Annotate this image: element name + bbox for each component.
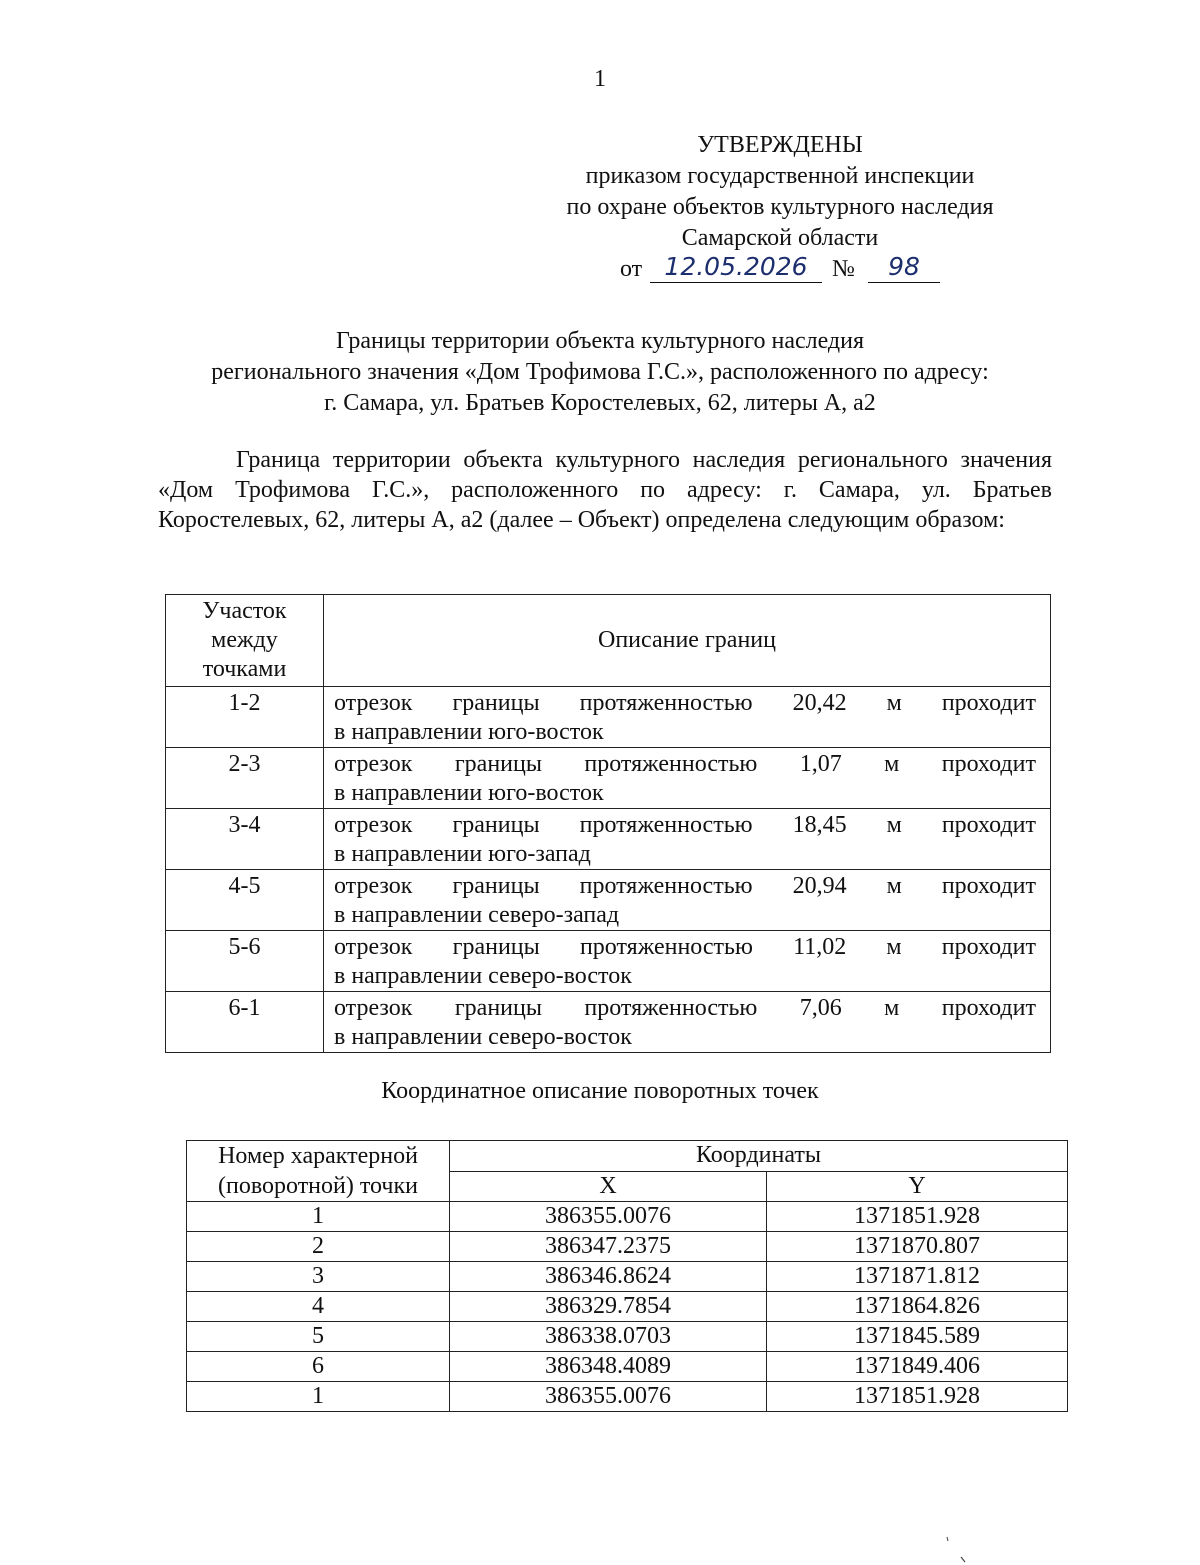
coordinates-table: [186, 1140, 1068, 1412]
scan-specks: [945, 1535, 975, 1565]
segment-header-line: между: [211, 627, 278, 653]
page-number: 1: [594, 66, 606, 92]
desc-word: отрезок: [334, 751, 413, 777]
boundary-row: [166, 687, 1051, 748]
segment-header-line: Участок: [202, 598, 287, 624]
segment-direction: в направлении юго-запад: [334, 841, 591, 867]
coordinates-row: [187, 1352, 1068, 1382]
approval-date-line: [530, 254, 1030, 286]
coordinates-title: Координатное описание поворотных точек: [381, 1078, 819, 1104]
boundary-table-header: [166, 595, 1051, 687]
x-coordinate-cell: 386348.4089: [450, 1352, 767, 1382]
point-number-cell: 2: [187, 1232, 450, 1262]
segment-cell: 6-1: [166, 992, 324, 1053]
desc-word: проходит: [941, 873, 1036, 899]
point-header-line: Номер характерной: [218, 1143, 418, 1169]
segment-cell: 4-5: [166, 870, 324, 931]
description-cell: [324, 809, 1051, 870]
x-coordinate-cell: 386346.8624: [450, 1262, 767, 1292]
description-header: Описание границ: [324, 595, 1051, 687]
boundary-row: [166, 931, 1051, 992]
coordinates-row: [187, 1202, 1068, 1232]
desc-word: отрезок: [334, 934, 413, 960]
segment-length: 20,42: [792, 690, 847, 716]
handwritten-number: 98: [868, 254, 940, 283]
segment-cell: 3-4: [166, 809, 324, 870]
desc-word: границы: [454, 751, 542, 777]
boundary-row: [166, 809, 1051, 870]
desc-word: протяженностью: [579, 690, 753, 716]
segment-length: 20,94: [792, 873, 847, 899]
length-unit: м: [886, 873, 902, 899]
segment-direction: в направлении юго-восток: [334, 780, 604, 806]
title-line-1: Границы территории объекта культурного наследия: [335, 328, 865, 354]
approval-line-1: приказом государственной инспекции: [585, 163, 975, 189]
approval-heading: УТВЕРЖДЕНЫ: [697, 132, 863, 158]
boundary-row: [166, 992, 1051, 1053]
intro-paragraph: Граница территории объекта культурного наследия регионального значения «Дом Трофимова Г.С.», расположенного по адресу: г. Самара, ул. Братьев Коростелевых, 62, литеры А, а2 (далее – Объект) определена следующим образом:: [158, 447, 1052, 533]
length-unit: м: [884, 751, 900, 777]
date-prefix: от: [620, 256, 643, 282]
number-label: №: [832, 256, 855, 282]
y-coordinate-cell: 1371849.406: [767, 1352, 1068, 1382]
desc-word: проходит: [941, 690, 1036, 716]
approval-block: [530, 130, 1030, 286]
point-number-cell: 1: [187, 1382, 450, 1412]
segment-length: 1,07: [799, 751, 842, 777]
title-line-3: г. Самара, ул. Братьев Коростелевых, 62, литеры А, а2: [324, 390, 876, 416]
y-coordinate-cell: 1371870.807: [767, 1232, 1068, 1262]
length-unit: м: [884, 995, 900, 1021]
desc-word: протяженностью: [584, 751, 758, 777]
description-cell: [324, 748, 1051, 809]
segment-length: 7,06: [799, 995, 842, 1021]
approval-line-3: Самарской области: [681, 225, 879, 251]
y-coordinate-cell: 1371845.589: [767, 1322, 1068, 1352]
segment-header-line: точками: [202, 656, 287, 682]
x-coordinate-cell: 386355.0076: [450, 1202, 767, 1232]
desc-word: границы: [452, 690, 540, 716]
point-header-line: (поворотной) точки: [218, 1173, 418, 1199]
x-coordinate-cell: 386329.7854: [450, 1292, 767, 1322]
x-header: X: [450, 1171, 767, 1202]
desc-word: отрезок: [334, 995, 413, 1021]
description-first-line: [334, 994, 1036, 1023]
desc-word: отрезок: [334, 873, 413, 899]
title-line-2: регионального значения «Дом Трофимова Г.С.», расположенного по адресу:: [211, 359, 989, 385]
segment-header: [166, 595, 324, 687]
y-coordinate-cell: 1371851.928: [767, 1382, 1068, 1412]
description-first-line: [334, 811, 1036, 840]
length-unit: м: [886, 934, 902, 960]
coordinates-header-row: [187, 1141, 1068, 1172]
desc-word: проходит: [941, 812, 1036, 838]
desc-word: проходит: [941, 995, 1036, 1021]
x-coordinate-cell: 386338.0703: [450, 1322, 767, 1352]
description-cell: [324, 870, 1051, 931]
coordinates-row: [187, 1232, 1068, 1262]
segment-direction: в направлении северо-восток: [334, 963, 632, 989]
segment-cell: 5-6: [166, 931, 324, 992]
coordinates-row: [187, 1292, 1068, 1322]
coordinates-row: [187, 1382, 1068, 1412]
desc-word: протяженностью: [579, 934, 753, 960]
desc-word: границы: [452, 934, 540, 960]
coordinates-row: [187, 1262, 1068, 1292]
desc-word: границы: [454, 995, 542, 1021]
point-number-cell: 6: [187, 1352, 450, 1382]
y-coordinate-cell: 1371871.812: [767, 1262, 1068, 1292]
segment-direction: в направлении северо-запад: [334, 902, 620, 928]
description-cell: [324, 931, 1051, 992]
boundary-row: [166, 870, 1051, 931]
x-coordinate-cell: 386347.2375: [450, 1232, 767, 1262]
desc-word: границы: [452, 873, 540, 899]
desc-word: проходит: [941, 751, 1036, 777]
coordinates-header: Координаты: [450, 1141, 1068, 1172]
segment-length: 18,45: [792, 812, 847, 838]
desc-word: отрезок: [334, 690, 413, 716]
point-number-header: [187, 1141, 450, 1202]
length-unit: м: [886, 812, 902, 838]
y-header: Y: [767, 1171, 1068, 1202]
desc-word: протяженностью: [579, 873, 753, 899]
segment-cell: 1-2: [166, 687, 324, 748]
description-cell: [324, 687, 1051, 748]
document-title: [150, 326, 1050, 419]
segment-cell: 2-3: [166, 748, 324, 809]
description-cell: [324, 992, 1051, 1053]
segment-direction: в направлении юго-восток: [334, 719, 604, 745]
description-first-line: [334, 689, 1036, 718]
desc-word: проходит: [941, 934, 1036, 960]
description-first-line: [334, 933, 1036, 962]
segment-direction: в направлении северо-восток: [334, 1024, 632, 1050]
approval-line-2: по охране объектов культурного наследия: [566, 194, 994, 220]
y-coordinate-cell: 1371864.826: [767, 1292, 1068, 1322]
desc-word: границы: [452, 812, 540, 838]
handwritten-date: 12.05.2026: [650, 254, 822, 283]
point-number-cell: 4: [187, 1292, 450, 1322]
description-first-line: [334, 872, 1036, 901]
point-number-cell: 1: [187, 1202, 450, 1232]
description-first-line: [334, 750, 1036, 779]
x-coordinate-cell: 386355.0076: [450, 1382, 767, 1412]
desc-word: протяженностью: [584, 995, 758, 1021]
desc-word: отрезок: [334, 812, 413, 838]
desc-word: протяженностью: [579, 812, 753, 838]
point-number-cell: 5: [187, 1322, 450, 1352]
segment-length: 11,02: [793, 934, 847, 960]
coordinates-row: [187, 1322, 1068, 1352]
boundary-row: [166, 748, 1051, 809]
point-number-cell: 3: [187, 1262, 450, 1292]
boundary-table: [165, 594, 1051, 1053]
y-coordinate-cell: 1371851.928: [767, 1202, 1068, 1232]
length-unit: м: [886, 690, 902, 716]
